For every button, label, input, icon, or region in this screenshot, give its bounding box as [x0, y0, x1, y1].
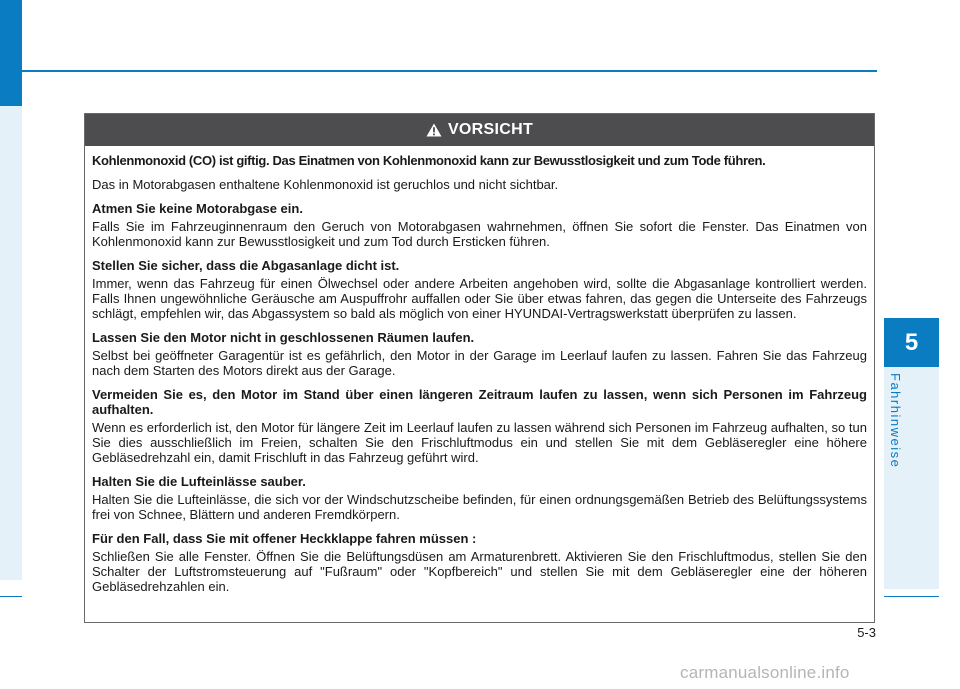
warning-triangle-icon	[426, 123, 442, 137]
chapter-label: Fahrhinweise	[888, 373, 903, 469]
warning-heading: Kohlenmonoxid (CO) ist giftig. Das Einatmen von Kohlenmonoxid kann zur Bewusstlosigkeit und zum Tode führen.	[92, 153, 766, 168]
warning-paragraph: Das in Motorabgasen enthaltene Kohlenmonoxid ist geruchlos und nicht sichtbar.	[92, 177, 559, 192]
warning-paragraph: Immer, wenn das Fahrzeug für einen Ölwechsel oder andere Arbeiten angehoben wird, sollte die Abgasanlage kontrolliert werden. Falls Ihnen ungewöhnliche Geräusche am Auspuffrohr auffallen oder Sie über etwas fahren, das gegen die Unterseite des Fahrzeugs schlägt, empfehlen wir, das Abgassystem so bald als möglich von einer HYUNDAI-Vertragswerkstatt überprüfen zu lassen.	[92, 276, 867, 321]
header-rule	[22, 70, 877, 72]
warning-box	[84, 113, 875, 623]
warning-heading: Stellen Sie sicher, dass die Abgasanlage dicht ist.	[92, 258, 400, 273]
warning-heading: Vermeiden Sie es, den Motor im Stand über einen längeren Zeitraum laufen zu lassen, wenn sich Personen im Fahrzeug aufhalten.	[92, 387, 867, 417]
warning-paragraph: Selbst bei geöffneter Garagentür ist es gefährlich, den Motor in der Garage im Leerlauf laufen zu lassen. Fahren Sie das Fahrzeug nach dem Starten des Motors direkt aus der Garage.	[92, 348, 867, 378]
left-bottom-rule	[0, 596, 22, 597]
page-number: 5-3	[857, 625, 876, 640]
warning-title: VORSICHT	[447, 121, 534, 138]
warning-paragraph: Halten Sie die Lufteinlässe, die sich vor der Windschutzscheibe befinden, für einen ordnungsgemäßen Betrieb des Belüftungssystems frei von Schnee, Blättern und anderen Fremdkörpern.	[92, 492, 867, 522]
warning-paragraph: Schließen Sie alle Fenster. Öffnen Sie die Belüftungsdüsen am Armaturenbrett. Aktivieren Sie den Frischluftmodus, stellen Sie den Schalter der Luftstromsteuerung auf "Fußraum" oder "Kopfbereich" und stellen Sie mit dem Gebläseregler eine der höheren Gebläsedrehzahlen ein.	[92, 549, 867, 594]
warning-body	[85, 146, 874, 594]
warning-paragraph: Falls Sie im Fahrzeuginnenraum den Geruch von Motorabgasen wahrnehmen, öffnen Sie sofort die Fenster. Das Einatmen von Kohlenmonoxid kann zur Bewusstlosigkeit und zum Tod durch Ersticken führen.	[92, 219, 867, 249]
right-bottom-rule	[884, 596, 939, 597]
warning-heading: Für den Fall, dass Sie mit offener Heckklappe fahren müssen :	[92, 531, 477, 546]
watermark: carmanualsonline.info	[680, 663, 850, 682]
left-accent-bar	[0, 0, 22, 106]
warning-paragraph: Wenn es erforderlich ist, den Motor für längere Zeit im Leerlauf laufen zu lassen während sich Personen im Fahrzeug aufhalten, so tun Sie dies ausschließlich im Freien, schalten Sie den Frischluftmodus ein und stellen Sie mit dem Gebläseregler eine höhere Gebläsedrehzahl ein, damit Frischluft in das Fahrzeug geführt wird.	[92, 420, 867, 465]
chapter-number-tab[interactable]: 5	[884, 318, 939, 367]
warning-heading: Atmen Sie keine Motorabgase ein.	[92, 201, 303, 216]
warning-header	[85, 114, 874, 146]
warning-heading: Lassen Sie den Motor nicht in geschlossenen Räumen laufen.	[92, 330, 475, 345]
warning-heading: Halten Sie die Lufteinlässe sauber.	[92, 474, 306, 489]
